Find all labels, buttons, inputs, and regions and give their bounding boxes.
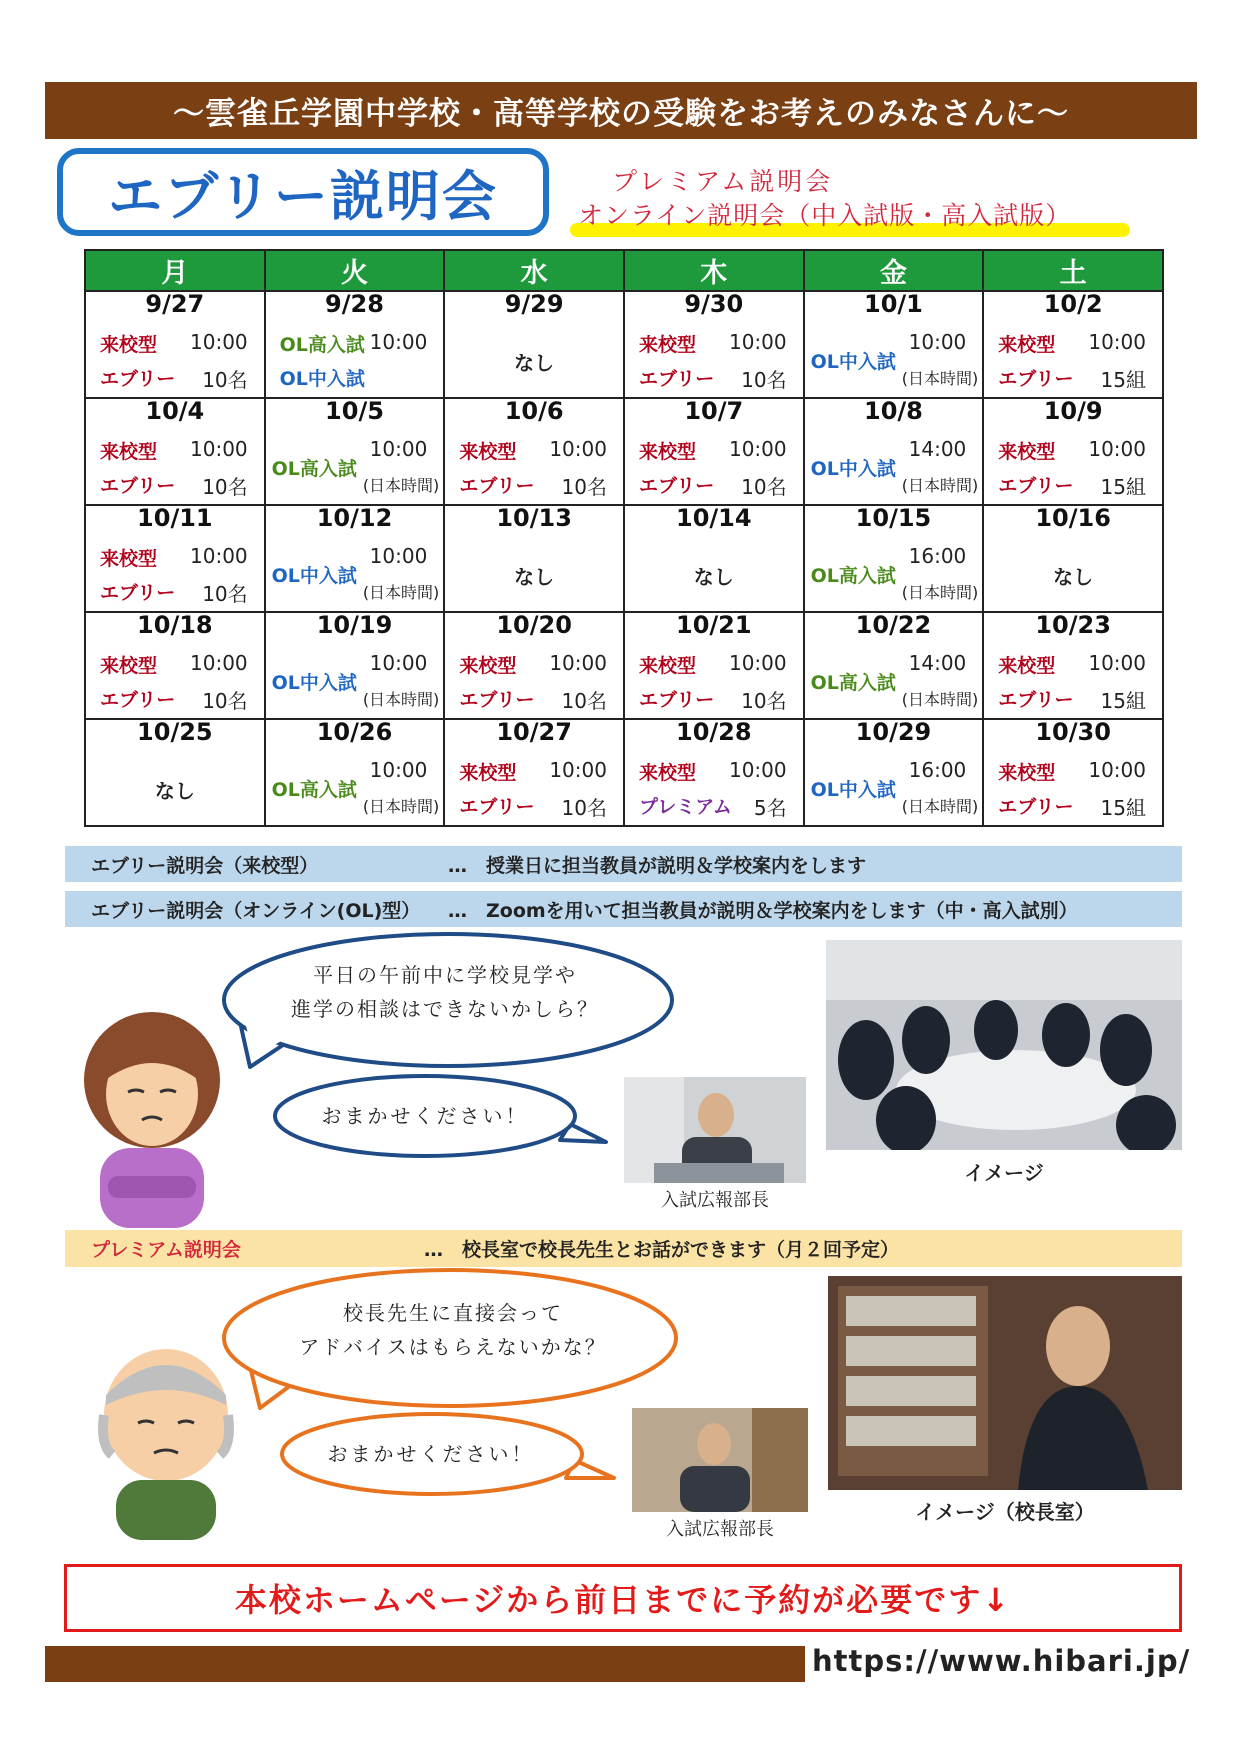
- online-text: … Zoomを用いて担当教員が説明＆学校案内をします（中・高入試別）: [448, 899, 1078, 922]
- online-label: エブリー説明会（オンライン(OL)型）: [91, 899, 421, 922]
- event-time: 10:00: [1088, 651, 1146, 675]
- cell-date: 10/30: [1035, 718, 1111, 746]
- calendar-day-cell: [983, 291, 1163, 398]
- event-category: エブリー: [459, 796, 535, 818]
- calendar-day-cell: [624, 398, 804, 505]
- calendar-day-cell: [265, 505, 445, 612]
- calendar-day-cell: [624, 719, 804, 826]
- calendar-day-cell: [265, 719, 445, 826]
- event-type: 来校型: [638, 334, 696, 356]
- calendar-day-cell: [804, 719, 984, 826]
- calendar-day-cell: [85, 505, 265, 612]
- cell-date: 10/29: [855, 718, 932, 746]
- question-1-line-2: 進学の相談はできないかしら？: [291, 997, 599, 1021]
- question-2-line-1: 校長先生に直接会って: [343, 1301, 563, 1325]
- event-time: 10:00: [1088, 758, 1146, 782]
- cell-date: 10/9: [1043, 397, 1103, 425]
- cell-date: 10/1: [864, 290, 923, 318]
- event-capacity: 10名: [202, 689, 248, 713]
- calendar-day-cell: [265, 612, 445, 719]
- calendar-day-cell: [624, 291, 804, 398]
- cell-date: 10/20: [496, 611, 572, 639]
- timezone-note: (日本時間): [901, 369, 979, 388]
- event-category: エブリー: [459, 475, 535, 497]
- event-time: 10:00: [728, 651, 787, 675]
- cell-date: 10/15: [855, 504, 932, 532]
- timezone-note: (日本時間): [362, 690, 440, 709]
- staff-photo-1: [624, 1077, 806, 1183]
- visit-text: … 授業日に担当教員が説明＆学校案内をします: [448, 854, 867, 877]
- event-capacity: 10名: [202, 368, 248, 392]
- timezone-note: (日本時間): [901, 476, 979, 495]
- event-category: エブリー: [100, 689, 176, 711]
- calendar-day-cell: [85, 398, 265, 505]
- footer-bar: [45, 1646, 805, 1682]
- calendar-header-row: [85, 250, 1163, 291]
- event-category: エブリー: [998, 689, 1074, 711]
- event-time: 10:00: [369, 758, 428, 782]
- event-time: 10:00: [908, 330, 967, 354]
- event-category: エブリー: [998, 475, 1074, 497]
- calendar-day-cell: [804, 291, 984, 398]
- event-time: 10:00: [369, 651, 428, 675]
- calendar-day-cell: [624, 505, 804, 612]
- event-type: 来校型: [998, 334, 1056, 356]
- event-type: OL高入試: [810, 565, 896, 587]
- visit-label: エブリー説明会（来校型）: [91, 854, 319, 877]
- visit-description-band: [65, 846, 1182, 882]
- event-capacity: 10名: [741, 368, 787, 392]
- header-banner: ～雲雀丘学園中学校・高等学校の受験をお考えのみなさんに～: [45, 82, 1197, 139]
- cell-date: 10/12: [316, 504, 393, 532]
- timezone-note: (日本時間): [362, 476, 440, 495]
- event-category: エブリー: [459, 689, 535, 711]
- cell-date: 10/18: [137, 611, 213, 639]
- event-capacity: 10名: [202, 475, 248, 499]
- day-header-mon: 月: [85, 250, 265, 291]
- calendar-day-cell: [444, 612, 624, 719]
- calendar-day-cell: [444, 291, 624, 398]
- event-time: 10:00: [1088, 330, 1146, 354]
- question-text-2: [238, 1296, 668, 1364]
- title-box: [57, 148, 549, 236]
- event-category: プレミアム: [638, 796, 732, 818]
- cell-date: 10/19: [316, 611, 393, 639]
- subtitle-online: オンライン説明会（中入試版・高入試版）: [578, 201, 1072, 230]
- event-time: 10:00: [549, 651, 607, 675]
- calendar-day-cell: [444, 505, 624, 612]
- event-time: 10:00: [728, 437, 787, 461]
- event-time: 10:00: [728, 758, 787, 782]
- event-category: OL中入試: [279, 368, 365, 390]
- question-2-line-2: アドバイスはもらえないかな？: [299, 1335, 607, 1359]
- event-type: OL中入試: [810, 458, 896, 480]
- no-event-label: なし: [514, 565, 555, 589]
- school-website-link[interactable]: https://www.hibari.jp/: [812, 1644, 1191, 1678]
- principal-office-photo: [828, 1276, 1182, 1490]
- calendar-week-row: [85, 612, 1163, 719]
- event-capacity: 5名: [753, 796, 787, 820]
- event-type: 来校型: [998, 441, 1056, 463]
- subtitle-premium: プレミアム説明会: [612, 167, 834, 196]
- calendar-day-cell: [804, 612, 984, 719]
- event-type: 来校型: [459, 655, 517, 677]
- event-type: OL中入試: [810, 779, 896, 801]
- answer-text-1: おまかせください！: [321, 1104, 529, 1128]
- premium-text: … 校長室で校長先生とお話ができます（月２回予定）: [424, 1239, 900, 1261]
- timezone-note: (日本時間): [901, 690, 979, 709]
- calendar-day-cell: [983, 505, 1163, 612]
- no-event-label: なし: [693, 565, 734, 589]
- event-type: 来校型: [998, 762, 1056, 784]
- event-type: 来校型: [100, 655, 158, 677]
- day-header-wed: 水: [444, 250, 624, 291]
- cell-date: 10/21: [676, 611, 752, 639]
- event-capacity: 10名: [741, 475, 787, 499]
- cell-date: 9/29: [504, 290, 564, 318]
- cell-date: 10/27: [496, 718, 572, 746]
- calendar-day-cell: [85, 291, 265, 398]
- event-category: エブリー: [638, 475, 715, 497]
- cell-date: 10/8: [864, 397, 923, 425]
- cell-date: 10/25: [137, 718, 213, 746]
- event-type: 来校型: [638, 655, 696, 677]
- day-header-fri: 金: [804, 250, 984, 291]
- calendar-day-cell: [85, 612, 265, 719]
- event-type: OL高入試: [271, 779, 357, 801]
- calendar-day-cell: [444, 719, 624, 826]
- question-text-1: [230, 958, 660, 1026]
- timezone-note: (日本時間): [362, 583, 440, 602]
- event-time: 10:00: [190, 330, 248, 354]
- event-capacity: 10名: [561, 796, 607, 820]
- calendar-body: [85, 291, 1163, 826]
- day-header-sat: 土: [983, 250, 1163, 291]
- event-time: 10:00: [190, 651, 248, 675]
- event-time: 10:00: [1088, 437, 1146, 461]
- calendar-day-cell: [265, 398, 445, 505]
- cell-date: 9/30: [684, 290, 744, 318]
- event-type: OL高入試: [279, 334, 365, 356]
- event-category: エブリー: [100, 475, 176, 497]
- cell-date: 10/5: [325, 397, 384, 425]
- schedule-calendar: [84, 249, 1164, 827]
- event-time: 16:00: [908, 758, 967, 782]
- cell-date: 10/22: [855, 611, 932, 639]
- event-type: OL高入試: [271, 458, 357, 480]
- event-type: 来校型: [998, 655, 1056, 677]
- timezone-note: (日本時間): [362, 797, 440, 816]
- answer-text-2: おまかせください！: [327, 1442, 535, 1466]
- event-category: エブリー: [998, 368, 1074, 390]
- cell-date: 9/27: [145, 290, 205, 318]
- event-time: 10:00: [369, 437, 428, 461]
- event-time: 10:00: [369, 544, 428, 568]
- calendar-day-cell: [804, 398, 984, 505]
- event-time: 16:00: [908, 544, 967, 568]
- cell-date: 10/26: [316, 718, 393, 746]
- premium-label: プレミアム説明会: [91, 1239, 241, 1261]
- event-time: 10:00: [369, 330, 428, 354]
- event-type: 来校型: [459, 762, 517, 784]
- event-category: エブリー: [638, 689, 715, 711]
- timezone-note: (日本時間): [901, 583, 979, 602]
- calendar-day-cell: [444, 398, 624, 505]
- event-type: OL中入試: [271, 565, 357, 587]
- event-time: 10:00: [190, 437, 248, 461]
- calendar-day-cell: [85, 719, 265, 826]
- staff-caption-1: 入試広報部長: [661, 1190, 769, 1211]
- cell-date: 10/13: [496, 504, 572, 532]
- event-type: OL中入試: [271, 672, 357, 694]
- cell-date: 10/2: [1043, 290, 1103, 318]
- calendar-week-row: [85, 398, 1163, 505]
- event-type: 来校型: [638, 441, 696, 463]
- staff-caption-2: 入試広報部長: [666, 1519, 774, 1540]
- classroom-caption: イメージ: [964, 1161, 1044, 1185]
- event-category: エブリー: [100, 368, 176, 390]
- calendar-week-row: [85, 505, 1163, 612]
- staff-photo-2: [632, 1408, 808, 1512]
- event-type: OL中入試: [810, 351, 896, 373]
- event-capacity: 15組: [1100, 796, 1146, 820]
- calendar-day-cell: [983, 398, 1163, 505]
- event-category: エブリー: [638, 368, 715, 390]
- cell-date: 10/23: [1035, 611, 1111, 639]
- calendar-day-cell: [624, 612, 804, 719]
- cell-date: 10/16: [1035, 504, 1111, 532]
- event-type: 来校型: [100, 334, 158, 356]
- event-time: 10:00: [549, 758, 607, 782]
- calendar-week-row: [85, 719, 1163, 826]
- event-time: 14:00: [908, 437, 967, 461]
- event-capacity: 15組: [1100, 475, 1146, 499]
- event-time: 10:00: [728, 330, 787, 354]
- day-header-tue: 火: [265, 250, 445, 291]
- reservation-notice: 本校ホームページから前日までに予約が必要です↓: [64, 1564, 1182, 1632]
- question-1-line-1: 平日の午前中に学校見学や: [313, 963, 577, 987]
- cell-date: 10/28: [676, 718, 752, 746]
- classroom-photo: [826, 940, 1182, 1150]
- no-event-label: なし: [514, 351, 555, 375]
- event-capacity: 15組: [1100, 689, 1146, 713]
- calendar-week-row: [85, 291, 1163, 398]
- cell-date: 10/6: [504, 397, 564, 425]
- event-capacity: 15組: [1100, 368, 1146, 392]
- event-capacity: 10名: [202, 582, 248, 606]
- calendar-day-cell: [265, 291, 445, 398]
- cell-date: 10/4: [145, 397, 205, 425]
- no-event-label: なし: [154, 779, 195, 803]
- cell-date: 10/11: [137, 504, 213, 532]
- cell-date: 10/7: [684, 397, 744, 425]
- principal-office-caption: イメージ（校長室）: [915, 1500, 1095, 1524]
- timezone-note: (日本時間): [901, 797, 979, 816]
- event-time: 10:00: [549, 437, 607, 461]
- event-type: 来校型: [100, 548, 158, 570]
- event-time: 10:00: [190, 544, 248, 568]
- event-capacity: 10名: [561, 689, 607, 713]
- event-capacity: 10名: [561, 475, 607, 499]
- cell-date: 9/28: [325, 290, 384, 318]
- page-title: エブリー説明会: [108, 164, 498, 228]
- event-capacity: 10名: [741, 689, 787, 713]
- event-type: OL高入試: [810, 672, 896, 694]
- event-category: エブリー: [998, 796, 1074, 818]
- calendar-day-cell: [983, 612, 1163, 719]
- event-category: エブリー: [100, 582, 176, 604]
- day-header-thu: 木: [624, 250, 804, 291]
- event-time: 14:00: [908, 651, 967, 675]
- event-type: 来校型: [459, 441, 517, 463]
- no-event-label: なし: [1053, 565, 1094, 589]
- event-type: 来校型: [100, 441, 158, 463]
- calendar-day-cell: [983, 719, 1163, 826]
- event-type: 来校型: [638, 762, 696, 784]
- calendar-day-cell: [804, 505, 984, 612]
- cell-date: 10/14: [676, 504, 752, 532]
